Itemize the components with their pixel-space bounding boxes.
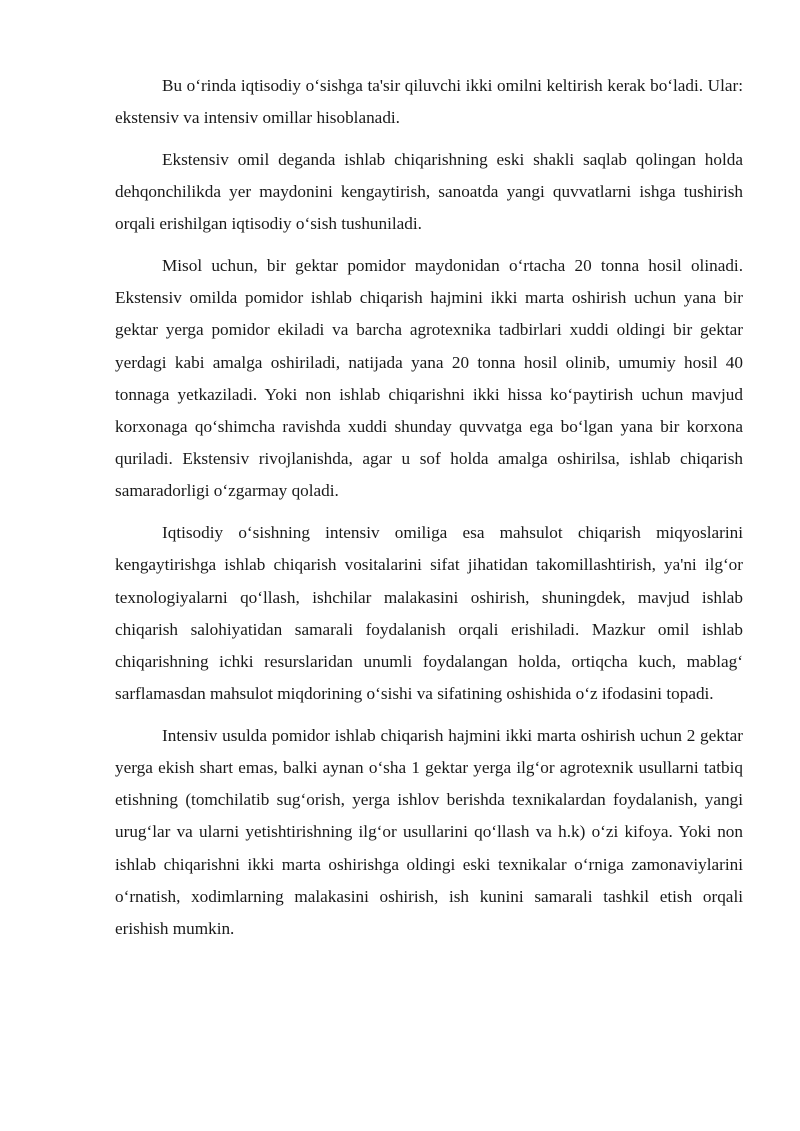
document-page <box>115 70 743 955</box>
paragraph-1: Bu o‘rinda iqtisodiy o‘sishga ta'sir qiluvchi ikki omilni keltirish kerak bo‘ladi. Ular: ekstensiv va intensiv omillar hisoblanadi. <box>115 76 743 128</box>
paragraph-4: Iqtisodiy o‘sishning intensiv omiliga esa mahsulot chiqarish miqyoslarini kengaytirishga ishlab chiqarish vositalarini sifat jihatidan takomillashtirish, ya'ni ilg‘or texnologiyalarni qo‘llash, ishchilar malakasini oshirish, shuningdek, mavjud ishlab chiqarish salohiyatidan samarali foydalanish orqali erishiladi. Mazkur omil ishlab chiqarishning ichki resurslaridan unumli foydalangan holda, ortiqcha kuch, mablag‘ sarflamasdan mahsulot miqdorining o‘sishi va sifatining oshishida o‘z ifodasini topadi. <box>115 523 743 704</box>
paragraph-3: Misol uchun, bir gektar pomidor maydonidan o‘rtacha 20 tonna hosil olinadi. Ekstensiv omilda pomidor ishlab chiqarish hajmini ikki marta oshirish uchun yana bir gektar yerga pomidor ekiladi va barcha agrotexnika tadbirlari xuddi oldingi bir gektar yerdagi kabi amalga oshiriladi, natijada yana 20 tonna hosil olinib, umumiy hosil 40 tonnaga yetkaziladi. Yoki non ishlab chiqarishni ikki hissa ko‘paytirish uchun mavjud korxonaga qo‘shimcha ravishda xuddi shunday quvvatga ega bo‘lgan yana bir korxona quriladi. Ekstensiv rivojlanishda, agar u sof holda amalga oshirilsa, ishlab chiqarish samaradorligi o‘zgarmay qoladi. <box>115 256 743 501</box>
paragraph-5: Intensiv usulda pomidor ishlab chiqarish hajmini ikki marta oshirish uchun 2 gektar yerga ekish shart emas, balki aynan o‘sha 1 gektar yerga ilg‘or agrotexnik usullarni tatbiq etishning (tomchilatib sug‘orish, yerga ishlov berishda texnikalardan foydalanish, yangi urug‘lar va ularni yetishtirishning ilg‘or usullarini qo‘llash va h.k) o‘zi kifoya. Yoki non ishlab chiqarishni ikki marta oshirishga oldingi eski texnikalar o‘rniga zamonaviylarini o‘rnatish, xodimlarning malakasini oshirish, ish kunini samarali tashkil etish orqali erishish mumkin. <box>115 725 743 939</box>
paragraph-2: Ekstensiv omil deganda ishlab chiqarishning eski shakli saqlab qolingan holda dehqonchilikda yer maydonini kengaytirish, sanoatda yangi quvvatlarni ishga tushirish orqali erishilgan iqtisodiy o‘sish tushuniladi. <box>115 149 743 234</box>
